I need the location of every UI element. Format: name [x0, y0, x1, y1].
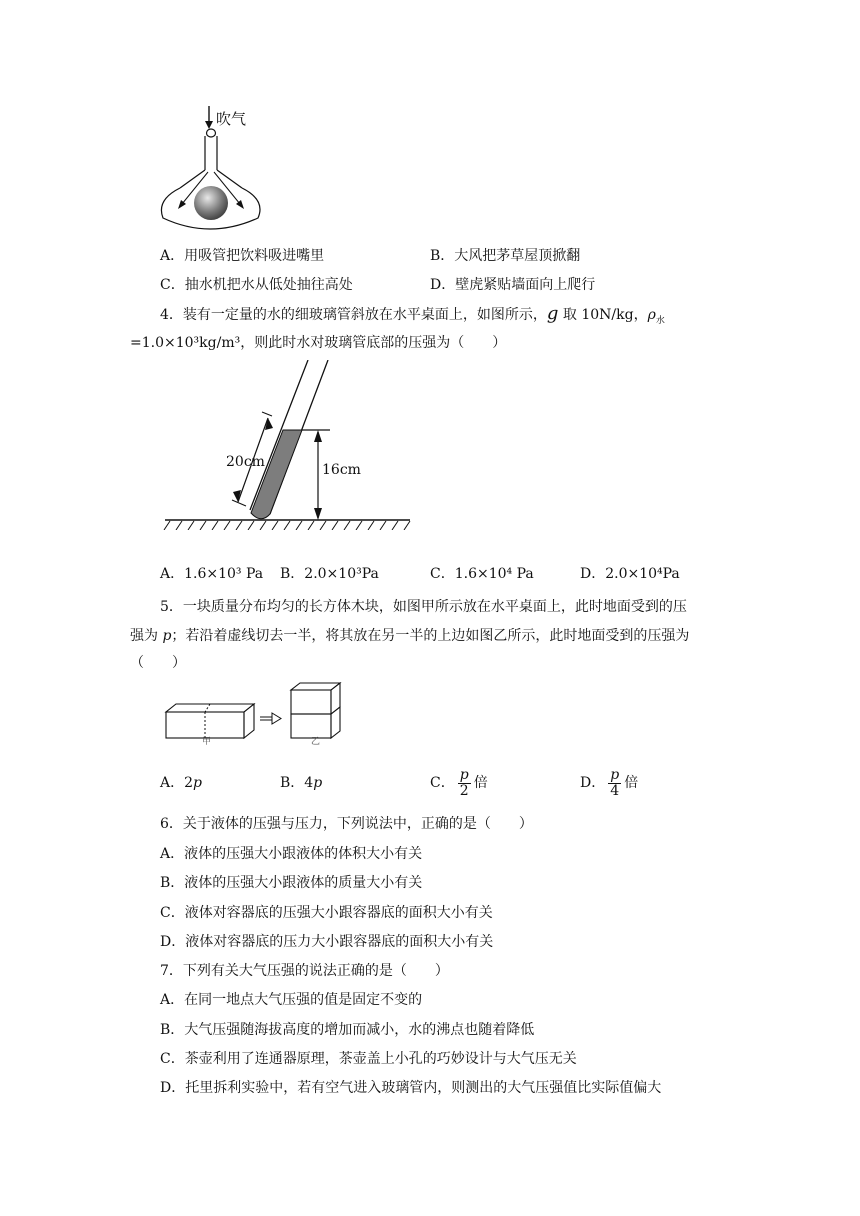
q5-option-d-suffix: 倍 — [624, 775, 639, 791]
q5-option-b-var: p — [313, 775, 323, 791]
q6-option-b[interactable]: B．液体的压强大小跟液体的质量大小有关 — [160, 875, 423, 891]
q5-option-c-label: C． — [430, 775, 455, 791]
q5-stem-line2 — [130, 626, 689, 646]
wood-block-figure — [160, 680, 360, 742]
q5-stem-line1: 5．一块质量分布均匀的长方体木块，如图甲所示放在水平桌面上，此时地面受到的压 — [160, 599, 687, 615]
figure-yi-label: 乙 — [311, 737, 321, 747]
q4-stem-mid: 取 10N/kg， — [558, 307, 648, 323]
p-symbol: p — [162, 628, 172, 644]
rho-symbol: ρ — [647, 307, 656, 323]
q5-option-a[interactable] — [160, 773, 202, 793]
q6-option-a[interactable]: A．液体的压强大小跟液体的体积大小有关 — [160, 846, 423, 862]
q4-stem-line1 — [160, 304, 665, 331]
q5-option-d-label: D． — [580, 775, 606, 791]
q5-stem-line2-suffix: ；若沿着虚线切去一半，将其放在另一半的上边如图乙所示，此时地面受到的压强为 — [171, 628, 690, 644]
blow-label: 吹气 — [216, 110, 247, 128]
q4-option-a[interactable]: A．1.6×10³ Pa — [160, 566, 264, 582]
q5-option-a-label: A．2 — [160, 775, 194, 791]
fraction-p-over-2 — [458, 768, 471, 799]
tilted-tube-figure — [160, 360, 420, 530]
q7-option-a[interactable]: A．在同一地点大气压强的值是固定不变的 — [160, 992, 423, 1008]
q3-option-d[interactable]: D．壁虎紧贴墙面向上爬行 — [430, 277, 596, 293]
g-symbol: g — [546, 303, 559, 324]
q6-option-d[interactable]: D．液体对容器底的压力大小跟容器底的面积大小有关 — [160, 934, 494, 950]
figure-jia-label: 甲 — [202, 737, 212, 747]
q5-option-a-var: p — [193, 775, 202, 791]
fraction-p-over-4 — [608, 768, 621, 799]
q7-option-c[interactable]: C．茶壶利用了连通器原理，茶壶盖上小孔的巧妙设计与大气压无关 — [160, 1051, 577, 1067]
q7-option-d[interactable]: D．托里拆利实验中，若有空气进入玻璃管内，则测出的大气压强值比实际值偏大 — [160, 1080, 662, 1096]
q6-option-c[interactable]: C．液体对容器底的压强大小跟容器底的面积大小有关 — [160, 905, 493, 921]
q4-stem-prefix: 4．装有一定量的水的细玻璃管斜放在水平桌面上，如图所示， — [160, 307, 547, 323]
q4-option-d[interactable]: D．2.0×10⁴Pa — [580, 566, 680, 582]
q4-option-c[interactable]: C．1.6×10⁴ Pa — [430, 566, 534, 582]
q7-option-b[interactable]: B．大气压强随海拔高度的增加而减小，水的沸点也随着降低 — [160, 1022, 535, 1038]
q5-option-b-label: B．4 — [280, 775, 314, 791]
q5-option-b[interactable] — [280, 773, 322, 793]
q5-option-c-suffix: 倍 — [473, 775, 488, 791]
fraction-numerator: p — [459, 766, 469, 783]
water-height-label: 16cm — [322, 462, 361, 478]
q6-stem: 6．关于液体的压强与压力，下列说法中，正确的是（ ） — [160, 816, 533, 832]
q5-stem-line2-prefix: 强为 — [130, 628, 163, 644]
fraction-numerator: p — [610, 766, 620, 783]
fraction-denominator: 2 — [459, 782, 469, 799]
q5-option-d[interactable] — [580, 765, 638, 801]
q3-option-b[interactable]: B．大风把茅草屋顶掀翻 — [430, 248, 581, 264]
q3-option-a[interactable]: A．用吸管把饮料吸进嘴里 — [160, 248, 325, 264]
q7-stem: 7．下列有关大气压强的说法正确的是（ ） — [160, 963, 449, 979]
q5-stem-line3: （ ） — [130, 655, 186, 671]
fraction-denominator: 4 — [610, 782, 620, 799]
q4-option-b[interactable]: B．2.0×10³Pa — [280, 566, 379, 582]
q5-option-c[interactable] — [430, 765, 488, 801]
rho-subscript: 水 — [655, 315, 665, 326]
q4-stem-line2: =1.0×10³kg/m³，则此时水对玻璃管底部的压强为（ ） — [130, 335, 507, 351]
q3-option-c[interactable]: C．抽水机把水从低处抽往高处 — [160, 277, 353, 293]
tube-length-label: 20cm — [226, 454, 265, 470]
